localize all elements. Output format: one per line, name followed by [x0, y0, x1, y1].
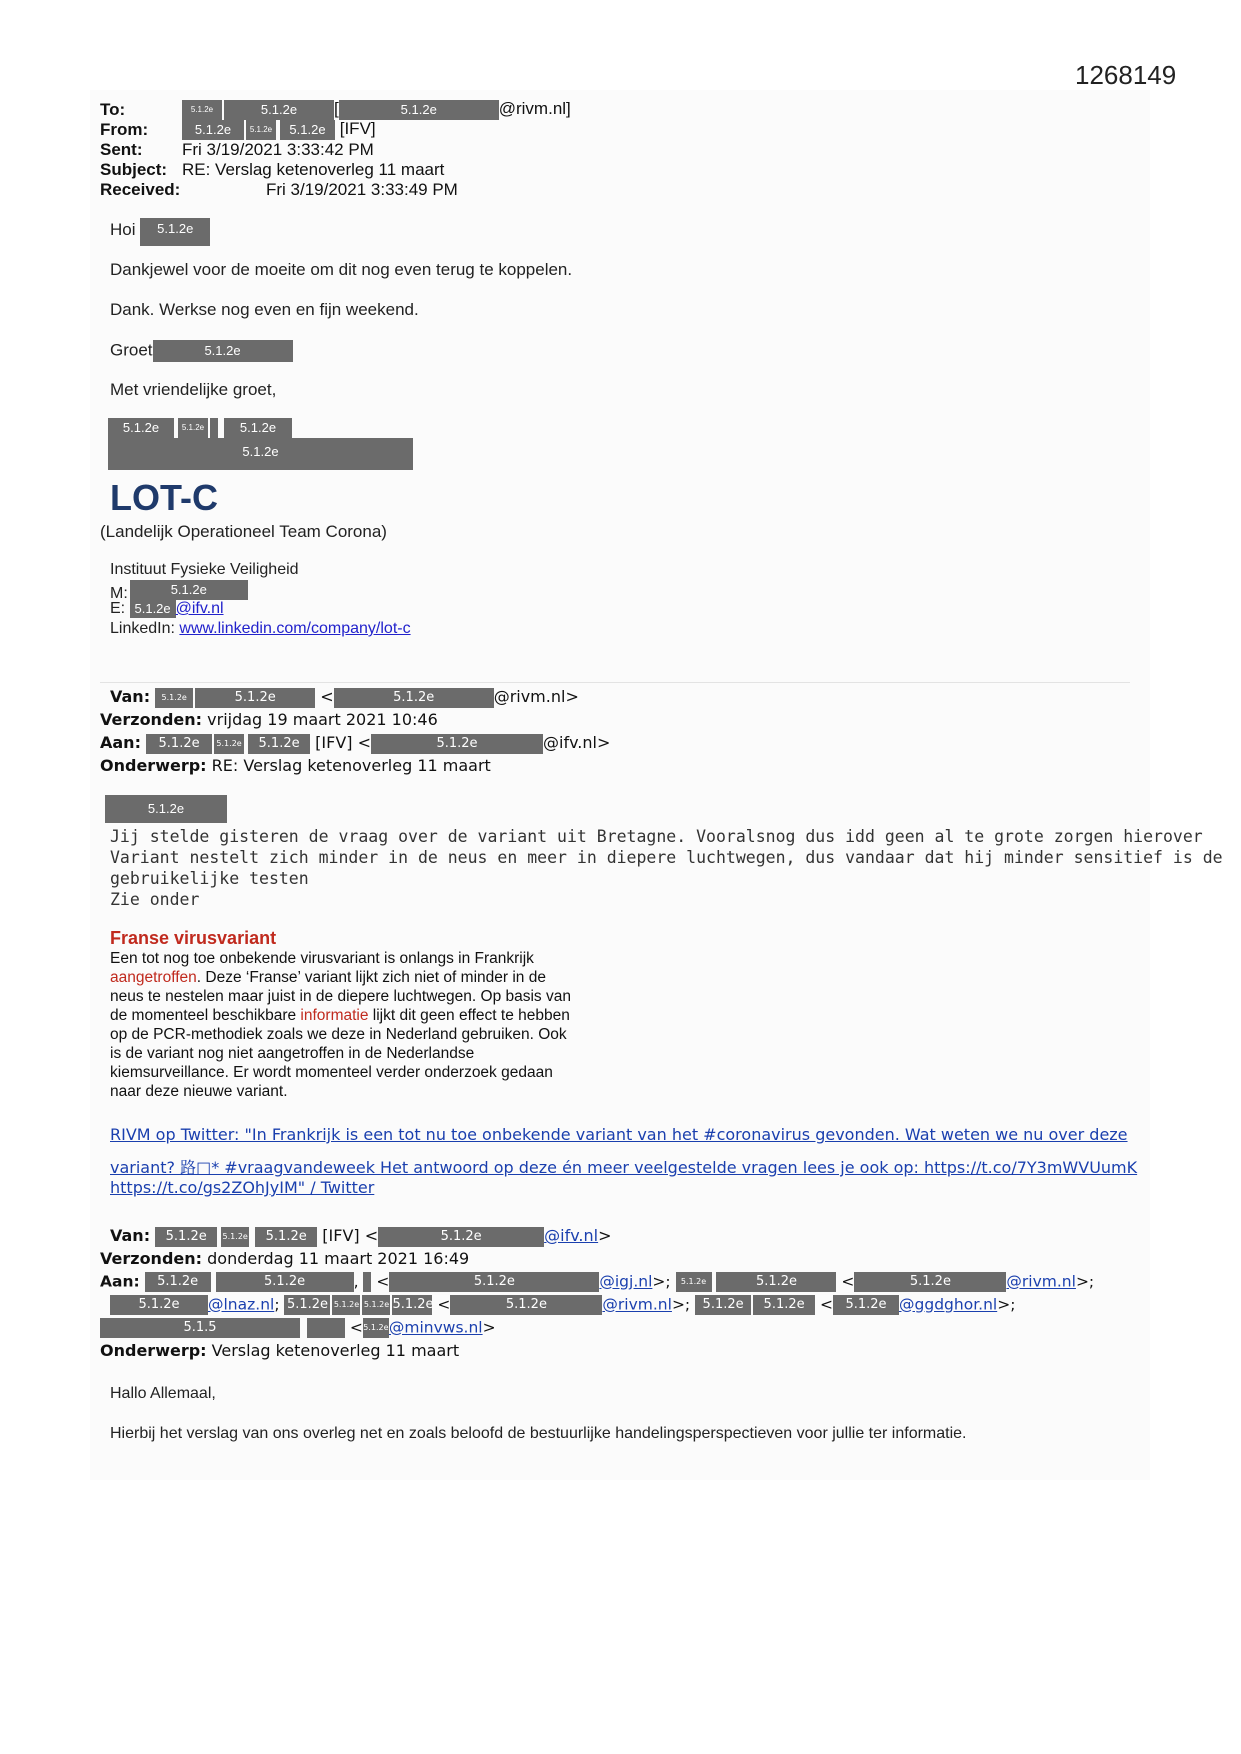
msg2-body-line-3: gebruikelijke testen [110, 869, 309, 888]
document-number: 1268149 [1075, 60, 1177, 90]
msg2-onderwerp: Onderwerp: RE: Verslag ketenoverleg 11 maart [100, 756, 491, 775]
msg3-aan-line-3: 5.1.5 <5.1.2e@minvws.nl> [100, 1318, 496, 1338]
received-label: Received: [100, 180, 181, 199]
twitter-link-line-1[interactable]: RIVM op Twitter: "In Frankrijk is een tot nu toe onbekende variant van het #coronavirus gevonden. Wat weten we nu over deze [110, 1125, 1128, 1144]
twitter-link-line-3[interactable]: https://t.co/gs2ZOhJyIM" / Twitter [110, 1178, 375, 1197]
igj-email-link[interactable]: @igj.nl [599, 1272, 653, 1291]
mobile-line: M: 5.1.2e [110, 580, 248, 603]
sent-value: Fri 3/19/2021 3:33:42 PM [182, 140, 374, 159]
reply-greeting: Hoi 5.1.2e [110, 218, 210, 246]
linkedin-line: LinkedIn: www.linkedin.com/company/lot-c [110, 620, 411, 637]
signature-title-redaction: 5.1.2e [108, 438, 413, 470]
ggdghor-email-link[interactable]: @ggdghor.nl [899, 1295, 998, 1314]
linkedin-link[interactable]: www.linkedin.com/company/lot-c [179, 620, 411, 637]
franse-title: Franse virusvariant [110, 928, 277, 948]
to-value: 5.1.2e 5.1.2e [ 5.1.2e @rivm.nl] [182, 99, 571, 120]
msg2-body-line-2: Variant nestelt zich minder in de neus en meer in diepere luchtwegen, dus vandaar dat hij minder sensitief is de [110, 848, 1223, 867]
reply-line-2: Dank. Werkse nog even en fijn weekend. [110, 300, 419, 319]
from-label: From: [100, 120, 149, 139]
msg3-greeting: Hallo Allemaal, [110, 1385, 216, 1402]
reply-line-1: Dankjewel voor de moeite om dit nog even terug te koppelen. [110, 260, 573, 279]
msg2-aan: Aan: 5.1.2e 5.1.2e 5.1.2e [IFV] < 5.1.2e @ifv.nl> [100, 733, 611, 752]
msg2-salutation-redaction: 5.1.2e [105, 795, 227, 823]
msg2-body-line-4: Zie onder [110, 890, 200, 909]
franse-paragraph: Een tot nog toe onbekende virusvariant is onlangs in Frankrijk aangetroffen. Deze ‘Franse’ variant lijkt zich niet of minder in de neus te nestelen maar juist in de diepere luchtwegen. Op basis van de momenteel beschikbare informatie lijkt dit geen effect te hebben op de PCR-methodiek zoals we deze in Nederland gebruiken. Ook is de variant nog niet aangetroffen in de Nederlandse kiemsurveillance. Er wordt momenteel verder onderzoek gedaan naar deze nieuwe variant. [110, 950, 571, 1100]
subject-value: RE: Verslag ketenoverleg 11 maart [182, 160, 445, 179]
from-value: 5.1.2e 5.1.2e 5.1.2e [IFV] [182, 119, 376, 140]
reply-groet: Groet 5.1.2e [110, 340, 293, 362]
institute-name: Instituut Fysieke Veiligheid [110, 561, 299, 578]
msg3-van-email-link[interactable]: @ifv.nl [544, 1226, 599, 1245]
msg3-onderwerp: Onderwerp: Verslag ketenoverleg 11 maart [100, 1341, 460, 1360]
msg2-body-line-1: Jij stelde gisteren de vraag over de variant uit Bretagne. Vooralsnog dus idd geen al te grote zorgen hierover [110, 827, 1203, 846]
msg3-van: Van: 5.1.2e 5.1.2e 5.1.2e [IFV] < 5.1.2e @ifv.nl> [110, 1226, 612, 1245]
lnaz-email-link[interactable]: @lnaz.nl [208, 1295, 275, 1314]
reply-closing: Met vriendelijke groet, [110, 380, 277, 399]
msg2-van: Van: 5.1.2e 5.1.2e < 5.1.2e @rivm.nl> [110, 687, 579, 706]
msg3-aan-line-2: 5.1.2e @lnaz.nl; 5.1.2e 5.1.2e 5.1.2e 5.1.2e < 5.1.2e @rivm.nl>; 5.1.2e 5.1.2e < 5.1.2e @ggdghor.nl>; [100, 1295, 1015, 1315]
msg3-body: Hierbij het verslag van ons overleg net en zoals beloofd de bestuurlijke handelingsperspectieven voor jullie ter informatie. [110, 1425, 967, 1442]
divider [100, 682, 1130, 683]
email-line: E: 5.1.2e @ifv.nl [110, 600, 224, 618]
email-link[interactable]: @ifv.nl [175, 600, 224, 618]
msg2-verzonden: Verzonden: vrijdag 19 maart 2021 10:46 [100, 710, 438, 729]
rivm-email-link[interactable]: @rivm.nl [1006, 1272, 1076, 1291]
org-full-name: (Landelijk Operationeel Team Corona) [100, 522, 387, 541]
subject-label: Subject: [100, 160, 168, 179]
minvws-email-link[interactable]: @minvws.nl [388, 1318, 483, 1337]
msg3-verzonden: Verzonden: donderdag 11 maart 2021 16:49 [100, 1249, 470, 1268]
msg3-aan-line-1: Aan: 5.1.2e 5.1.2e , < 5.1.2e @igj.nl>; 5.1.2e 5.1.2e < 5.1.2e @rivm.nl>; [100, 1272, 1095, 1291]
org-logo-text: LOT-C [110, 477, 218, 518]
sent-label: Sent: [100, 140, 143, 159]
rivm2-email-link[interactable]: @rivm.nl [602, 1295, 672, 1314]
signature-name-redaction: 5.1.2e 5.1.2e 5.1.2e [108, 418, 292, 438]
received-value: Fri 3/19/2021 3:33:49 PM [266, 180, 458, 199]
twitter-link-line-2[interactable]: variant? 路□* #vraagvandeweek Het antwoord op deze én meer veelgestelde vragen lees je ook op: https://t.co/7Y3mWVUumK [110, 1158, 1138, 1177]
to-label: To: [100, 100, 126, 119]
